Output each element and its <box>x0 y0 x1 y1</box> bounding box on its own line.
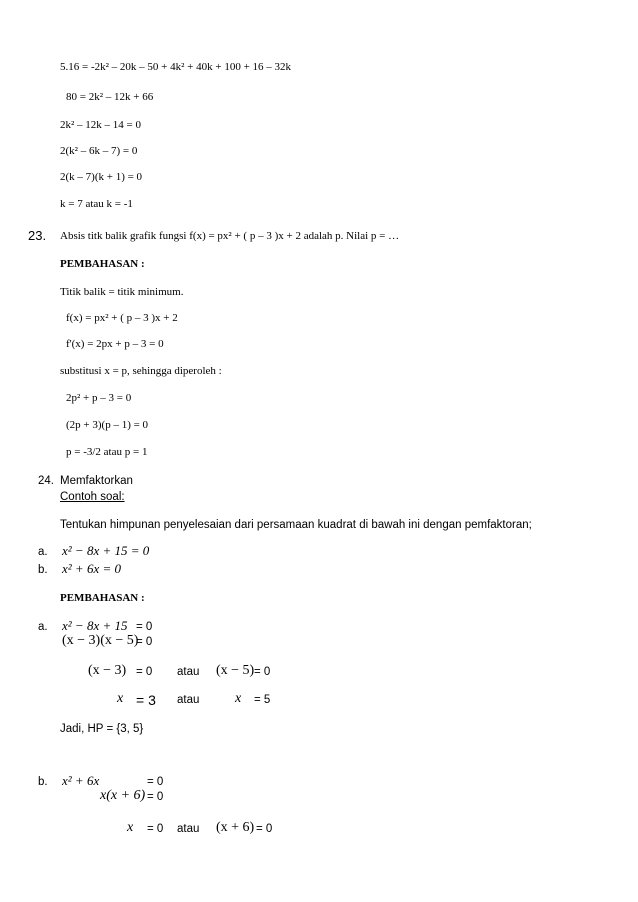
q22-line-5: 2(k – 7)(k + 1) = 0 <box>60 171 143 183</box>
part-b-step3-right-equals: = 0 <box>256 823 273 835</box>
part-b-step3-left-variable: x <box>127 820 134 835</box>
q23-line-7: p = -3/2 atau p = 1 <box>66 446 148 458</box>
q24-heading: PEMBAHASAN : <box>60 592 145 604</box>
part-a-step4-or: atau <box>177 694 200 706</box>
problem-a-expression: x² − 8x + 15 = 0 <box>62 543 150 558</box>
q23-line-6: (2p + 3)(p – 1) = 0 <box>66 419 149 431</box>
part-a-step3-or: atau <box>177 666 200 678</box>
part-b-step3-or: atau <box>177 823 200 835</box>
part-a-step4-left-equals: = 3 <box>136 692 156 708</box>
q24-title: Memfaktorkan <box>60 475 133 487</box>
q23-line-3: f'(x) = 2px + p – 3 = 0 <box>66 338 164 350</box>
part-b-step1-equals: = 0 <box>147 776 164 788</box>
part-a-label: a. <box>38 621 48 633</box>
part-a-step2-expression: (x − 3)(x − 5) <box>62 633 139 648</box>
problem-b-label: b. <box>38 564 48 576</box>
part-a-step1-equals: = 0 <box>136 621 153 633</box>
q22-line-2: 80 = 2k² – 12k + 66 <box>66 91 154 103</box>
q23-line-5: 2p² + p – 3 = 0 <box>66 392 132 404</box>
part-a-step3-right: (x − 5) <box>216 663 255 678</box>
q22-line-1: 5.16 = -2k² – 20k – 50 + 4k² + 40k + 100 + 16 – 32k <box>60 61 292 73</box>
part-a-step4-left-variable: x <box>117 691 124 706</box>
part-a-step2-equals: = 0 <box>136 636 153 648</box>
part-b-step1-expression: x² + 6x <box>62 773 100 788</box>
q23-line-2: f(x) = px² + ( p – 3 )x + 2 <box>66 312 178 324</box>
problem-a-label: a. <box>38 546 48 558</box>
part-b-label: b. <box>38 776 48 788</box>
part-a-conclusion: Jadi, HP = {3, 5} <box>60 723 144 735</box>
problem-b-expression: x² + 6x = 0 <box>62 561 121 576</box>
q23-number: 23. <box>28 228 47 243</box>
part-b-step2-expression: x(x + 6) <box>100 788 146 803</box>
q22-line-3: 2k² – 12k – 14 = 0 <box>60 119 142 131</box>
part-b-step3-right: (x + 6) <box>216 820 255 835</box>
q23-line-4: substitusi x = p, sehingga diperoleh : <box>60 365 222 377</box>
q22-line-4: 2(k² – 6k – 7) = 0 <box>60 145 138 157</box>
part-b-step3-left-equals: = 0 <box>147 823 164 835</box>
part-a-step4-right-equals: = 5 <box>254 694 271 706</box>
q24-subtitle: Contoh soal: <box>60 491 125 503</box>
part-a-step1-expression: x² − 8x + 15 <box>62 618 128 633</box>
q23-heading: PEMBAHASAN : <box>60 258 145 270</box>
part-a-step3-left: (x − 3) <box>88 663 127 678</box>
q22-line-6: k = 7 atau k = -1 <box>60 198 133 210</box>
q24-instruction: Tentukan himpunan penyelesaian dari persamaan kuadrat di bawah ini dengan pemfaktoran; <box>60 519 532 531</box>
q24-number: 24. <box>38 475 54 487</box>
q23-question: Absis titk balik grafik fungsi f(x) = px² + ( p – 3 )x + 2 adalah p. Nilai p = … <box>60 230 400 242</box>
q23-line-1: Titik balik = titik minimum. <box>60 286 184 298</box>
part-a-step4-right-variable: x <box>235 691 242 706</box>
part-a-step3-right-equals: = 0 <box>254 666 271 678</box>
part-a-step3-left-equals: = 0 <box>136 666 153 678</box>
part-b-step2-equals: = 0 <box>147 791 164 803</box>
